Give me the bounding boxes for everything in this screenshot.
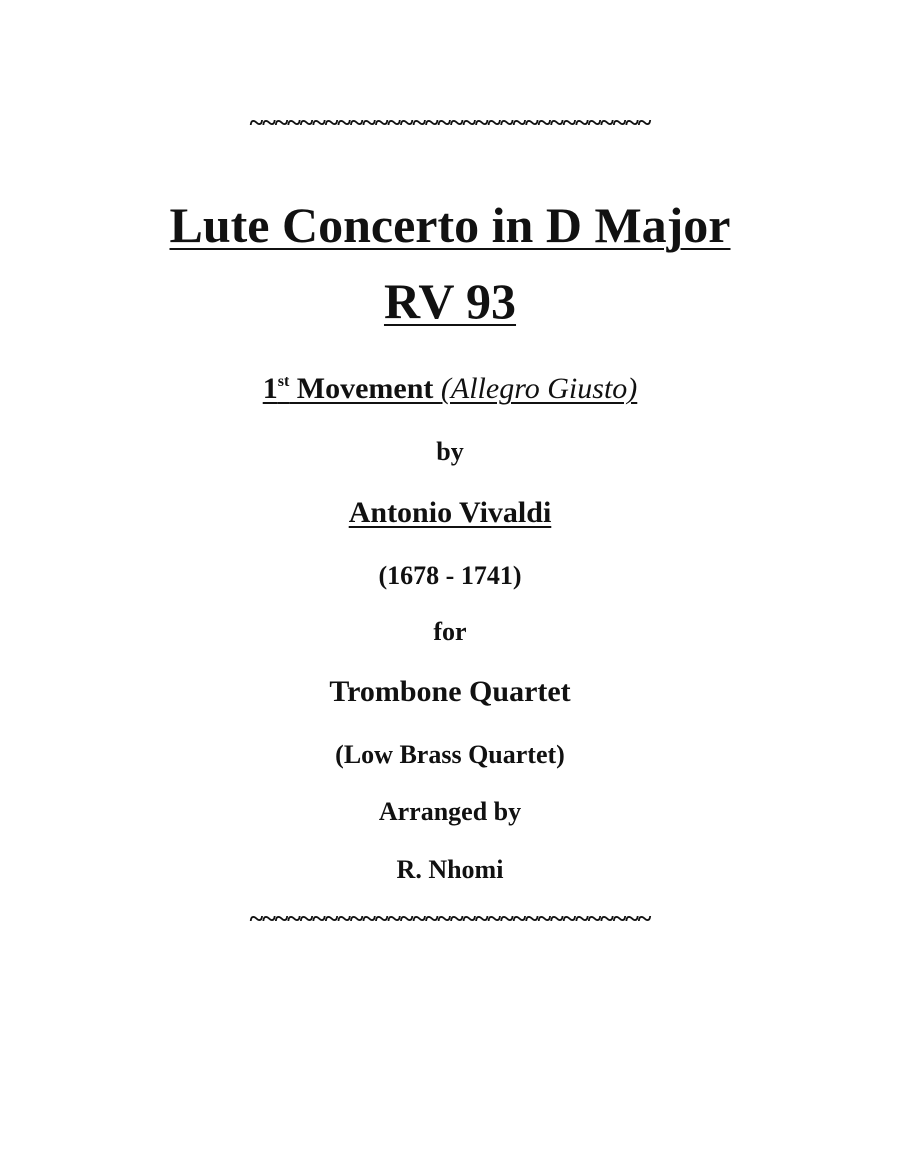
movement-number: 1 <box>262 372 278 405</box>
movement-tempo: (Allegro Giusto) <box>440 372 638 405</box>
for-label: for <box>433 617 467 646</box>
title-line-1: Lute Concerto in D Major <box>169 197 731 253</box>
movement-heading <box>0 372 900 406</box>
movement-ordinal-suffix: st <box>277 373 290 390</box>
composer-dates: (1678 - 1741) <box>378 561 522 590</box>
arranger-name: R. Nhomi <box>396 855 504 884</box>
movement-label: Movement <box>289 372 441 405</box>
ensemble-alternate: (Low Brass Quartet) <box>335 740 565 769</box>
ensemble-name: Trombone Quartet <box>329 675 571 708</box>
top-tilde-rule: ~~~~~~~~~~~~~~~~~~~~~~~~~~~~~~~~ <box>249 108 651 137</box>
title-line-2: RV 93 <box>383 273 517 329</box>
composer-name: Antonio Vivaldi <box>348 496 552 529</box>
bottom-tilde-rule: ~~~~~~~~~~~~~~~~~~~~~~~~~~~~~~~~ <box>249 904 651 933</box>
arranged-by-label: Arranged by <box>378 797 522 826</box>
by-label: by <box>436 437 464 466</box>
